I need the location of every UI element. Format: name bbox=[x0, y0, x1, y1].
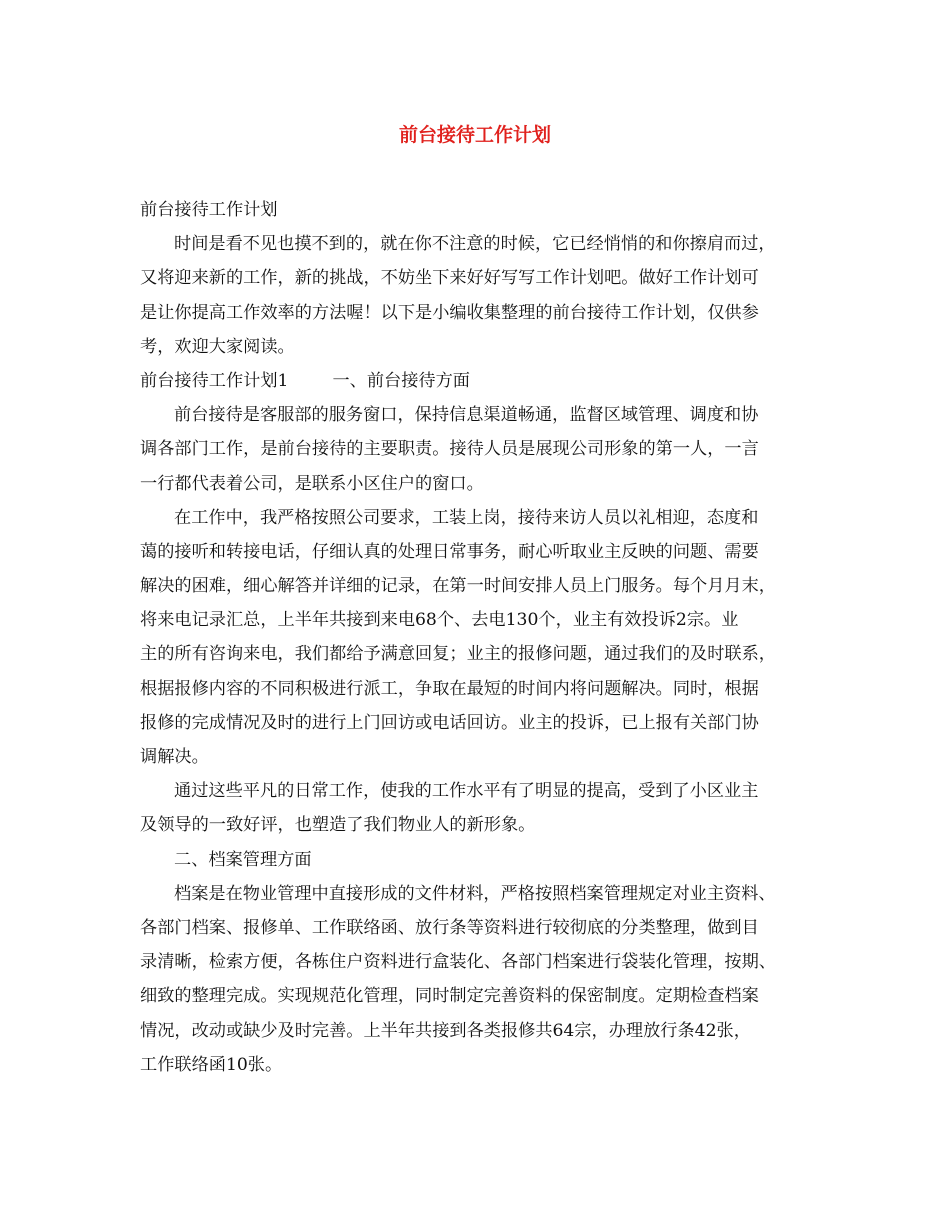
subsection-heading: 二、档案管理方面 bbox=[174, 849, 312, 870]
paragraph-line: 时间是看不见也摸不到的，就在你不注意的时候，它已经悄悄的和你擦肩而过， bbox=[174, 234, 776, 255]
paragraph-line: 考，欢迎大家阅读。 bbox=[140, 336, 295, 357]
paragraph-line: 调解决。 bbox=[140, 747, 209, 767]
paragraph-line: 调各部门工作，是前台接待的主要职责。接待人员是展现公司形象的第一人，一言 bbox=[140, 439, 759, 460]
section-heading: 前台接待工作计划 bbox=[140, 200, 278, 220]
paragraph-line: 及领导的一致好评，也塑造了我们物业人的新形象。 bbox=[140, 815, 536, 836]
paragraph-line: 主的所有咨询来电，我们都给予满意回复；业主的报修问题，通过我们的及时联系， bbox=[140, 644, 776, 665]
paragraph-line: 蔼的接听和转接电话，仔细认真的处理日常事务，耐心听取业主反映的问题、需要 bbox=[140, 541, 759, 562]
paragraph-line: 情况，改动或缺少及时完善。上半年共接到各类报修共64宗，办理放行条42张， bbox=[140, 1020, 751, 1041]
paragraph-line: 各部门档案、报修单、工作联络函、放行条等资料进行较彻底的分类整理，做到目 bbox=[140, 917, 759, 938]
paragraph-line: 细致的整理完成。实现规范化管理，同时制定完善资料的保密制度。定期检查档案 bbox=[140, 986, 759, 1007]
paragraph-line: 前台接待是客服部的服务窗口，保持信息渠道畅通，监督区域管理、调度和协 bbox=[174, 405, 759, 426]
paragraph-line: 档案是在物业管理中直接形成的文件材料，严格按照档案管理规定对业主资料、 bbox=[174, 883, 776, 904]
document-body bbox=[140, 193, 816, 1082]
paragraph-line: 解决的困难，细心解答并详细的记录，在第一时间安排人员上门服务。每个月月末， bbox=[140, 576, 776, 597]
paragraph-line: 又将迎来新的工作，新的挑战，不妨坐下来好好写写工作计划吧。做好工作计划可 bbox=[140, 268, 759, 289]
subsection-heading: 一、前台接待方面 bbox=[332, 370, 470, 391]
paragraph-line: 通过这些平凡的日常工作，使我的工作水平有了明显的提高，受到了小区业主 bbox=[174, 781, 759, 802]
paragraph-line: 在工作中，我严格按照公司要求，工装上岗，接待来访人员以礼相迎，态度和 bbox=[174, 507, 759, 528]
paragraph-line: 录清晰，检索方便，各栋住户资料进行盒装化、各部门档案进行袋装化管理，按期、 bbox=[140, 952, 776, 973]
document-title: 前台接待工作计划 bbox=[398, 124, 551, 146]
paragraph-line: 工作联络函10张。 bbox=[140, 1054, 283, 1075]
paragraph-line: 将来电记录汇总，上半年共接到来电68个、去电130个，业主有效投诉2宗。业 bbox=[140, 610, 739, 631]
paragraph-line: 报修的完成情况及时的进行上门回访或电话回访。业主的投诉，已上报有关部门协 bbox=[140, 712, 759, 733]
paragraph-line: 是让你提高工作效率的方法喔！以下是小编收集整理的前台接待工作计划，仅供参 bbox=[140, 302, 759, 323]
plan-heading-line bbox=[140, 364, 816, 398]
plan-heading: 前台接待工作计划1 bbox=[140, 370, 289, 391]
paragraph-line: 根据报修内容的不同积极进行派工，争取在最短的时间内将问题解决。同时，根据 bbox=[140, 678, 759, 699]
paragraph-line: 一行都代表着公司，是联系小区住户的窗口。 bbox=[140, 473, 484, 494]
